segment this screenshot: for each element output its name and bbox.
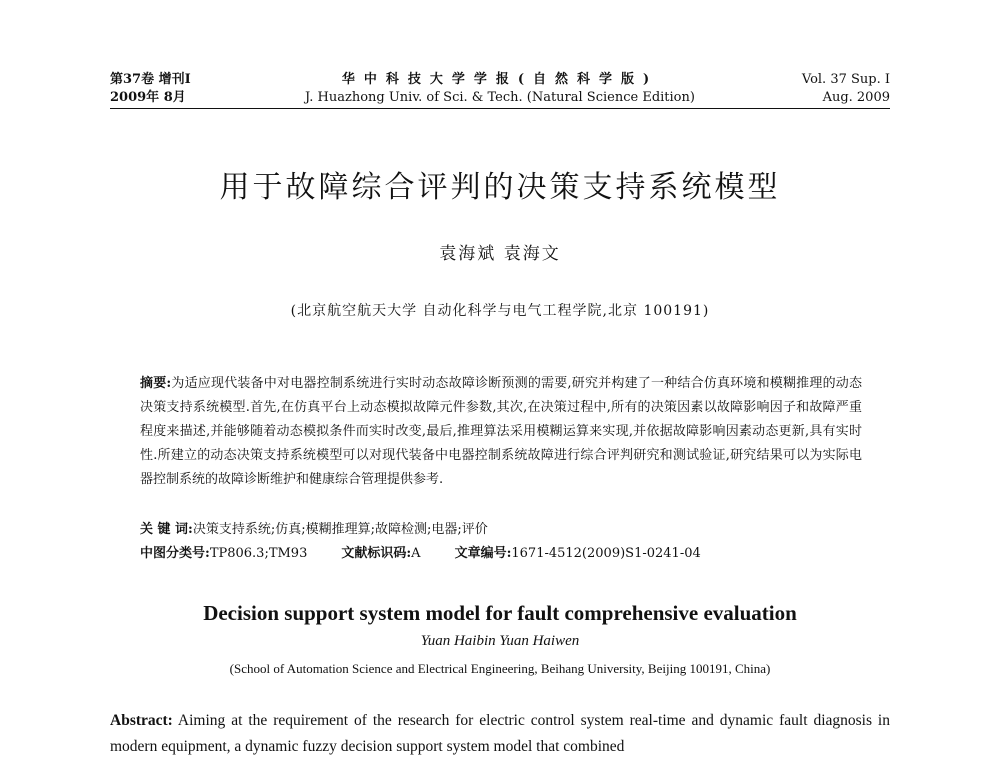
authors-cn: 袁海斌 袁海文	[439, 244, 561, 264]
doc-code-value: A	[411, 546, 421, 561]
abstract-cn-label: 摘要:	[140, 376, 172, 391]
journal-title-en: J. Huazhong Univ. of Sci. & Tech. (Natural Science Edition)	[305, 90, 695, 105]
doc-code-label: 文献标识码:	[341, 546, 412, 561]
volume-en: Vol. 37 Sup. Ⅰ	[801, 72, 890, 87]
affiliation-en: (School of Automation Science and Electrical Engineering, Beihang University, Beijing 100191, China)	[229, 661, 771, 676]
abstract-en	[110, 708, 890, 760]
article-no-value: 1671-4512(2009)S1-0241-04	[511, 546, 701, 561]
affiliation-cn: (北京航空航天大学 自动化科学与电气工程学院,北京 100191)	[290, 303, 710, 319]
date-cn: 2009年 8月	[110, 90, 186, 105]
keywords-value: 决策支持系统;仿真;模糊推理算;故障检测;电器;评价	[192, 522, 488, 537]
keywords-line	[140, 520, 880, 540]
clc-value: TP806.3;TM93	[209, 546, 308, 561]
abstract-en-label: Abstract:	[110, 712, 173, 729]
journal-title-cn: 华中科技大学学报(自然科学版)	[341, 72, 659, 87]
article-no-label: 文章编号:	[454, 546, 512, 561]
clc-label: 中图分类号:	[140, 546, 210, 561]
volume-cn: 第37卷 增刊Ⅰ	[110, 72, 191, 87]
abstract-cn-text: 为适应现代装备中对电器控制系统进行实时动态故障诊断预测的需要,研究并构建了一种结合仿真环境和模糊推理的动态决策支持系统模型.首先,在仿真平台上动态模拟故障元件参数,其次,在决策过程中,所有的决策因素以故障影响因子和故障严重程度来描述,并能够随着动态模拟条件而实时改变,最后,推理算法采用模糊运算来实现,并依据故障影响因素动态更新,具有实时性.所建立的动态决策支持系统模型可以对现代装备中电器控制系统故障进行综合评判研究和测试验证,研究结果可以为实际电器控制系统的故障诊断维护和健康综合管理提供参考.	[140, 376, 862, 487]
date-en: Aug. 2009	[822, 90, 890, 105]
paper-title-cn: 用于故障综合评判的决策支持系统模型	[219, 170, 781, 205]
paper-title-en: Decision support system model for fault comprehensive evaluation	[203, 601, 797, 625]
keywords-label: 关 键 词:	[140, 522, 193, 537]
abstract-cn	[140, 372, 862, 492]
authors-en: Yuan Haibin Yuan Haiwen	[420, 633, 580, 649]
header-rule	[110, 108, 890, 109]
classification-line	[140, 544, 880, 564]
abstract-en-text: Aiming at the requirement of the research for electric control system real-time and dynamic fault diagnosis in modern equipment, a dynamic fuzzy decision support system model that combined	[110, 712, 890, 755]
